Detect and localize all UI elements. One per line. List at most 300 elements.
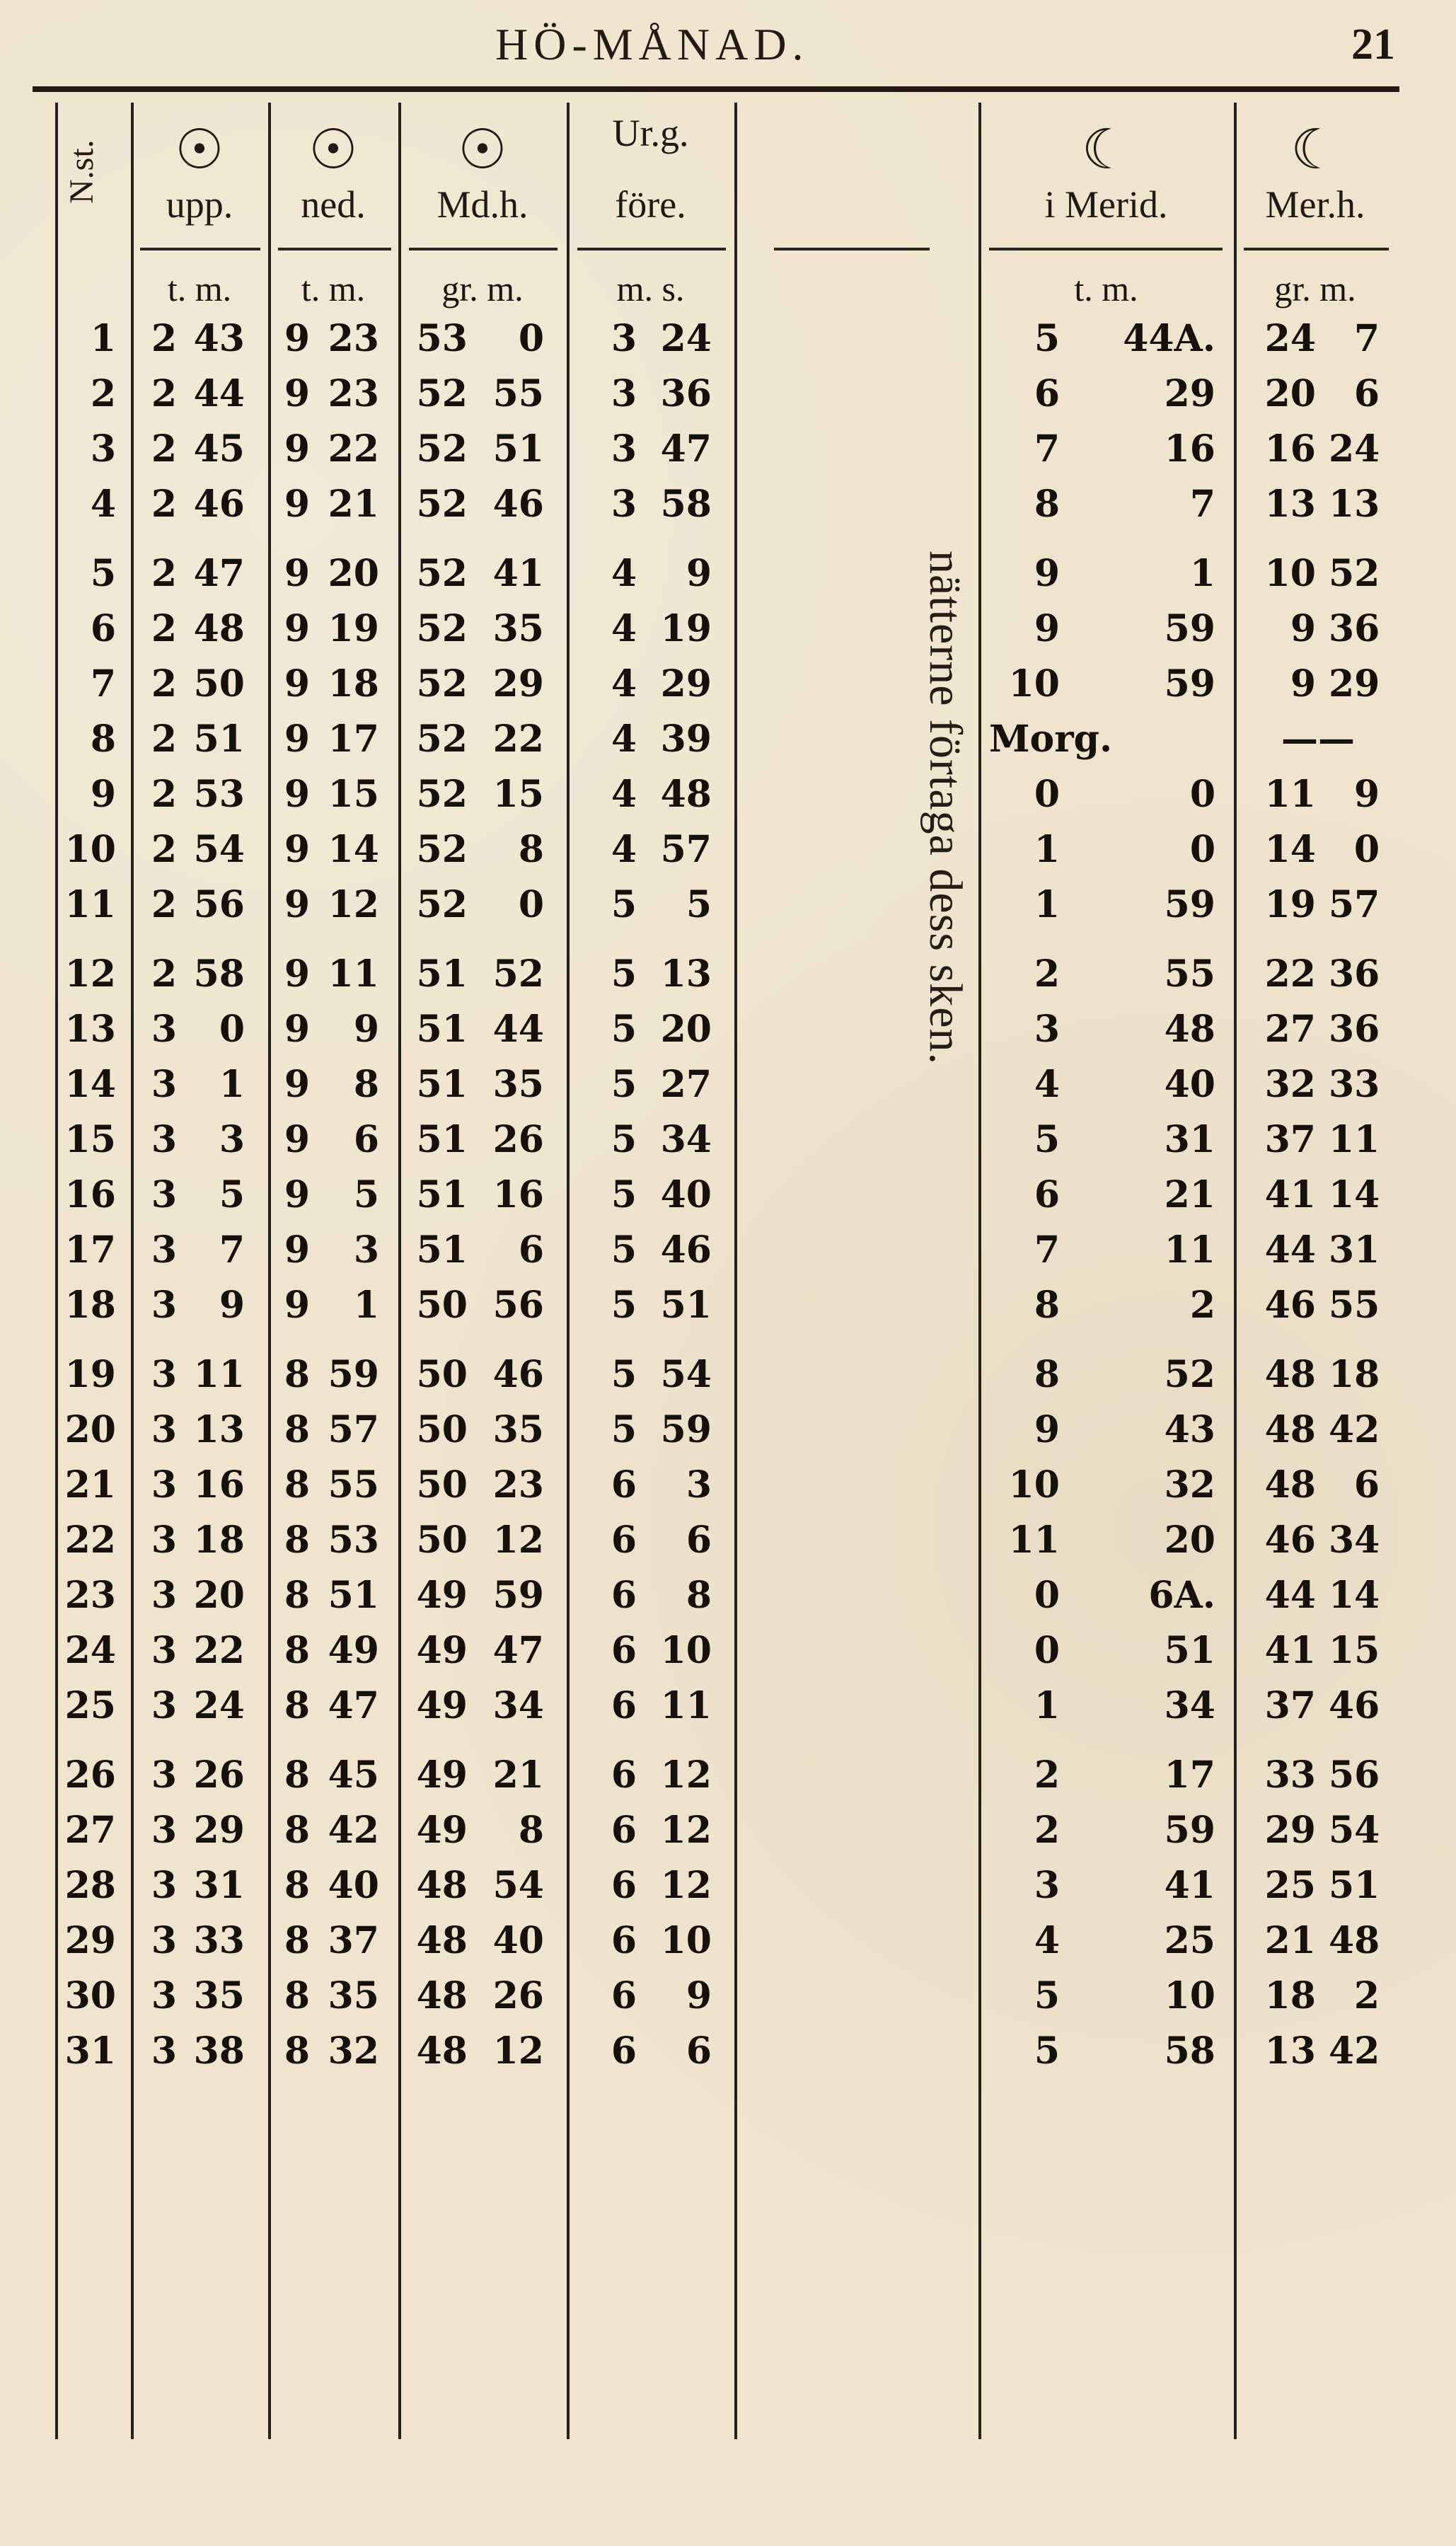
sun-set-minute-cell: 32 [328,2029,379,2073]
table-row [55,2024,1397,2078]
sun-set-minute-cell: 14 [328,828,379,871]
sun-md-minute-cell: 29 [492,662,544,705]
moon-height-minute-cell: 36 [1329,607,1380,650]
moon-merid-hour-cell: 7 [1034,1228,1060,1272]
sun-set-hour-cell: 9 [284,1063,310,1106]
sun-md-degree-cell: 52 [416,427,468,471]
sun-set-minute-cell: 59 [328,1353,379,1396]
sun-rise-minute-cell: 51 [193,718,245,761]
sun-md-minute-cell: 40 [492,1919,544,1962]
sun-rise-minute-cell: 48 [193,607,245,650]
clock-minute-cell: 6 [611,1919,637,1962]
moon-height-minute-cell: 55 [1329,1284,1380,1327]
moon-height-degree-cell: 48 [1264,1463,1316,1507]
sun-md-degree-cell: 49 [416,1753,468,1797]
sun-rise-minute-cell: 33 [193,1919,245,1962]
day-cell: 7 [90,662,116,705]
sun-rise-hour-cell: 3 [151,1408,177,1451]
sun-set-minute-cell: 8 [353,1063,379,1106]
sun-set-hour-cell: 9 [284,662,310,705]
sun-md-minute-cell: 16 [492,1173,544,1216]
sun-md-minute-cell: 23 [492,1463,544,1507]
moon-merid-unit: t. m. [1074,269,1138,309]
moon-height-degree-cell: —— [1281,718,1355,761]
clock-second-cell: 39 [660,718,712,761]
moon-height-minute-cell: 46 [1329,1684,1380,1727]
sun-set-minute-cell: 20 [328,552,379,595]
sun-md-degree-cell: 50 [416,1519,468,1562]
moon-merid-minute-cell: 41 [1164,1864,1215,1907]
moon-height-column-header [1234,103,1397,248]
clock-second-cell: 24 [660,317,712,360]
moon-merid-hour-cell: 1 [1034,883,1060,926]
sun-set-hour-cell: 9 [284,883,310,926]
moon-height-degree-cell: 11 [1264,773,1316,816]
sun-rise-minute-cell: 18 [193,1519,245,1562]
sun-md-minute-cell: 54 [492,1864,544,1907]
sun-rise-column-header [131,103,268,248]
clock-minute-cell: 3 [611,372,637,415]
clock-minute-cell: 3 [611,483,637,526]
sun-rise-hour-cell: 3 [151,1684,177,1727]
table-row [55,367,1397,421]
day-cell: 9 [90,773,116,816]
table-row [55,1168,1397,1222]
sun-md-degree-cell: 51 [416,1063,468,1106]
sun-rise-minute-cell: 56 [193,883,245,926]
sun-set-hour-cell: 9 [284,952,310,996]
day-cell: 21 [64,1463,116,1507]
moon-merid-minute-cell: 0 [1189,828,1215,871]
table-row [55,312,1397,366]
clock-minute-cell: 5 [611,1284,637,1327]
clock-second-cell: 12 [660,1809,712,1852]
moon-merid-minute-cell: 1 [1189,552,1215,595]
sun-set-hour-cell: 9 [284,483,310,526]
moon-merid-minute-cell: 55 [1164,952,1215,996]
sun-set-minute-cell: 23 [328,317,379,360]
moon-height-degree-cell: 37 [1264,1118,1316,1161]
moon-height-minute-cell: 15 [1329,1629,1380,1672]
day-cell: 15 [64,1118,116,1161]
moon-merid-label: i Merid. [1044,183,1168,226]
sun-set-minute-cell: 22 [328,427,379,471]
sun-rise-minute-cell: 22 [193,1629,245,1672]
sun-md-minute-cell: 21 [492,1753,544,1797]
moon-height-unit: gr. m. [1274,269,1356,309]
sun-md-degree-cell: 48 [416,1919,468,1962]
moon-height-degree-cell: 25 [1264,1864,1316,1907]
moon-height-minute-cell: 7 [1353,317,1380,360]
clock-second-cell: 13 [660,952,712,996]
moon-height-degree-cell: 20 [1264,372,1316,415]
day-cell: 24 [64,1629,116,1672]
sun-md-minute-cell: 35 [492,1063,544,1106]
moon-height-minute-cell: 14 [1329,1173,1380,1216]
header-rule-moon-height [1244,248,1389,250]
sun-set-hour-cell: 8 [284,1463,310,1507]
sun-set-hour-cell: 8 [284,1974,310,2017]
moon-height-minute-cell: 14 [1329,1574,1380,1617]
sun-set-minute-cell: 51 [328,1574,379,1617]
moon-merid-minute-cell: 34 [1164,1684,1215,1727]
moon-height-minute-cell: 54 [1329,1809,1380,1852]
moon-merid-minute-cell: 58 [1164,2029,1215,2073]
sun-rise-minute-cell: 58 [193,952,245,996]
sun-md-minute-cell: 15 [492,773,544,816]
sun-md-degree-cell: 51 [416,1228,468,1272]
moon-height-minute-cell: 34 [1329,1519,1380,1562]
moon-merid-hour-cell: 2 [1034,1753,1060,1797]
sun-set-minute-cell: 55 [328,1463,379,1507]
moon-height-minute-cell: 36 [1329,952,1380,996]
moon-height-degree-cell: 13 [1264,2029,1316,2073]
moon-merid-minute-cell: 16 [1164,427,1215,471]
clock-minute-cell: 5 [611,1408,637,1451]
day-cell: 22 [64,1519,116,1562]
moon-height-degree-cell: 27 [1264,1008,1316,1051]
page-number: 21 [1351,21,1395,69]
sun-rise-hour-cell: 3 [151,1629,177,1672]
clock-second-cell: 20 [660,1008,712,1051]
sun-rise-minute-cell: 20 [193,1574,245,1617]
moon-height-minute-cell: 13 [1329,483,1380,526]
moon-height-degree-cell: 29 [1264,1809,1316,1852]
sun-set-hour-cell: 8 [284,1684,310,1727]
moon-height-degree-cell: 33 [1264,1753,1316,1797]
clock-top-label: Ur.g. [612,112,689,154]
sun-md-minute-cell: 8 [518,828,544,871]
sun-md-degree-cell: 52 [416,773,468,816]
sun-md-degree-cell: 49 [416,1809,468,1852]
sun-md-minute-cell: 56 [492,1284,544,1327]
sun-md-degree-cell: 52 [416,483,468,526]
moon-merid-minute-cell: 59 [1164,607,1215,650]
sun-set-hour-cell: 9 [284,607,310,650]
day-cell: 1 [90,317,116,360]
moon-height-minute-cell: 6 [1353,372,1380,415]
sun-set-hour-cell: 9 [284,1284,310,1327]
sun-set-hour-cell: 8 [284,1574,310,1617]
table-row [55,878,1397,932]
moon-height-label: Mer.h. [1265,183,1365,226]
table-row [55,1679,1397,1733]
table-row [55,478,1397,531]
sun-rise-minute-cell: 7 [219,1228,245,1272]
clock-minute-cell: 5 [611,1008,637,1051]
sun-set-minute-cell: 35 [328,1974,379,2017]
moon-height-minute-cell: 2 [1353,1974,1380,2017]
sun-md-degree-cell: 51 [416,1008,468,1051]
sun-set-minute-cell: 9 [353,1008,379,1051]
clock-minute-cell: 3 [611,317,637,360]
moon-height-degree-cell: 48 [1264,1408,1316,1451]
clock-minute-cell: 6 [611,1753,637,1797]
sun-rise-minute-cell: 50 [193,662,245,705]
sun-set-hour-cell: 9 [284,372,310,415]
sun-md-minute-cell: 46 [492,483,544,526]
sun-set-hour-cell: 9 [284,1173,310,1216]
sun-set-minute-cell: 6 [353,1118,379,1161]
table-row [55,1624,1397,1678]
moon-height-minute-cell: 18 [1329,1353,1380,1396]
moon-merid-hour-cell: 6 [1034,1173,1060,1216]
sun-rise-minute-cell: 38 [193,2029,245,2073]
moon-merid-hour-cell: 7 [1034,427,1060,471]
moon-merid-minute-cell: 11 [1164,1228,1215,1272]
clock-second-cell: 19 [660,607,712,650]
day-cell: 30 [64,1974,116,2017]
moon-merid-minute-cell: 48 [1164,1008,1215,1051]
moon-height-degree-cell: 41 [1264,1173,1316,1216]
sun-md-minute-cell: 0 [518,883,544,926]
moon-height-minute-cell: 36 [1329,1008,1380,1051]
clock-minute-cell: 5 [611,1118,637,1161]
clock-minute-cell: 6 [611,2029,637,2073]
sun-set-hour-cell: 9 [284,317,310,360]
sun-rise-minute-cell: 11 [193,1353,245,1396]
sun-rise-minute-cell: 16 [193,1463,245,1507]
moon-height-symbol: ☾ [1290,118,1340,182]
clock-second-cell: 36 [660,372,712,415]
sun-set-label: ned. [301,183,366,226]
moon-height-minute-cell: 51 [1329,1864,1380,1907]
sun-rise-minute-cell: 54 [193,828,245,871]
sun-md-degree-cell: 48 [416,1974,468,2017]
sun-set-minute-cell: 49 [328,1629,379,1672]
sun-rise-hour-cell: 3 [151,1753,177,1797]
top-rule [33,86,1399,92]
table-row [55,657,1397,711]
sun-md-degree-cell: 48 [416,2029,468,2073]
clock-minute-cell: 3 [611,427,637,471]
moon-height-minute-cell: 33 [1329,1063,1380,1106]
moon-merid-hour-cell: 4 [1034,1063,1060,1106]
moon-merid-hour-cell: 5 [1034,2029,1060,2073]
moon-height-minute-cell: 31 [1329,1228,1380,1272]
sun-rise-hour-cell: 3 [151,1919,177,1962]
sun-rise-minute-cell: 26 [193,1753,245,1797]
moon-height-minute-cell: 29 [1329,662,1380,705]
moon-height-degree-cell: 9 [1290,607,1316,650]
sun-rise-hour-cell: 2 [151,883,177,926]
sun-md-minute-cell: 8 [518,1809,544,1852]
sun-set-hour-cell: 8 [284,1753,310,1797]
sun-set-minute-cell: 1 [353,1284,379,1327]
sun-md-minute-cell: 34 [492,1684,544,1727]
day-cell: 13 [64,1008,116,1051]
sun-set-hour-cell: 8 [284,2029,310,2073]
moon-height-degree-cell: 46 [1264,1284,1316,1327]
moon-merid-minute-cell: 32 [1164,1463,1215,1507]
sun-rise-hour-cell: 2 [151,607,177,650]
sun-rise-minute-cell: 53 [193,773,245,816]
sun-rise-symbol: ☉ [175,118,224,182]
sun-rise-hour-cell: 3 [151,2029,177,2073]
sun-set-hour-cell: 8 [284,1919,310,1962]
clock-second-cell: 3 [686,1463,712,1507]
table-row [55,1058,1397,1112]
day-cell: 29 [64,1919,116,1962]
moon-merid-hour-cell: 2 [1034,1809,1060,1852]
moon-merid-hour-cell: 9 [1034,1408,1060,1451]
sun-set-minute-cell: 3 [353,1228,379,1272]
sun-rise-minute-cell: 1 [219,1063,245,1106]
clock-minute-cell: 6 [611,1629,637,1672]
moon-height-minute-cell [1329,713,1380,766]
moon-height-minute-cell: 6 [1353,1463,1380,1507]
sun-rise-minute-cell: 47 [193,552,245,595]
sun-set-minute-cell: 23 [328,372,379,415]
clock-second-cell: 34 [660,1118,712,1161]
day-cell: 19 [64,1353,116,1396]
sun-md-column-header [398,103,567,248]
clock-second-cell: 9 [686,1974,712,2017]
moon-merid-hour-cell: 8 [1034,483,1060,526]
moon-height-degree-cell: 16 [1264,427,1316,471]
sun-rise-minute-cell: 43 [193,317,245,360]
sun-set-unit: t. m. [301,269,366,309]
sun-set-hour-cell: 9 [284,427,310,471]
clock-second-cell: 6 [686,2029,712,2073]
clock-second-cell: 54 [660,1353,712,1396]
moon-merid-hour-cell: 8 [1034,1284,1060,1327]
sun-md-minute-cell: 26 [492,1118,544,1161]
moon-height-degree-cell: 22 [1264,952,1316,996]
moon-merid-minute-cell: 52 [1164,1353,1215,1396]
clock-minute-cell: 4 [611,828,637,871]
table-row [55,1914,1397,1968]
moon-merid-minute-cell: 43 [1164,1408,1215,1451]
table-row [55,1859,1397,1913]
moon-height-minute-cell: 52 [1329,552,1380,595]
moon-merid-column-header [978,103,1234,248]
moon-height-minute-cell: 0 [1353,828,1380,871]
clock-column-header [567,103,734,248]
clock-second-cell: 10 [660,1629,712,1672]
sun-rise-hour-cell: 2 [151,773,177,816]
clock-minute-cell: 6 [611,1574,637,1617]
moon-merid-minute-cell: 6A. [1148,1574,1215,1617]
sun-md-minute-cell: 52 [492,952,544,996]
moon-height-minute-cell: 48 [1329,1919,1380,1962]
day-cell: 26 [64,1753,116,1797]
sun-rise-unit: t. m. [167,269,232,309]
sun-md-minute-cell: 46 [492,1353,544,1396]
sun-md-minute-cell: 26 [492,1974,544,2017]
table-row [55,768,1397,822]
header-rule-rise [140,248,260,250]
sun-md-minute-cell: 35 [492,607,544,650]
clock-minute-cell: 4 [611,718,637,761]
table-row [55,1113,1397,1167]
clock-second-cell: 51 [660,1284,712,1327]
moon-merid-hour-cell: 0 [1034,1629,1060,1672]
page-title: HÖ-MÅNAD. [495,19,809,69]
moon-merid-minute-cell: 7 [1189,483,1215,526]
sun-md-degree-cell: 49 [416,1629,468,1672]
clock-second-cell: 10 [660,1919,712,1962]
sun-md-degree-cell: 52 [416,552,468,595]
moon-merid-hour-cell: 1 [1034,828,1060,871]
table-row [55,422,1397,476]
moon-merid-minute-cell: 59 [1164,662,1215,705]
moon-height-degree-cell: 48 [1264,1353,1316,1396]
moon-merid-hour-cell: 5 [1034,1974,1060,2017]
sun-md-degree-cell: 50 [416,1408,468,1451]
header-rule-clock [577,248,726,250]
moon-merid-minute-cell [1081,713,1215,766]
sun-md-degree-cell: 51 [416,1173,468,1216]
sun-md-degree-cell: 52 [416,883,468,926]
sun-rise-minute-cell: 29 [193,1809,245,1852]
moon-merid-hour-cell: 1 [1034,1684,1060,1727]
moon-merid-minute-cell: 44A. [1123,317,1215,360]
moon-merid-hour-cell: 10 [1008,662,1060,705]
sun-set-minute-cell: 17 [328,718,379,761]
moon-merid-hour-cell: 0 [1034,773,1060,816]
day-cell: 11 [64,883,116,926]
sun-set-hour-cell: 8 [284,1408,310,1451]
sun-md-degree-cell: 49 [416,1574,468,1617]
sun-rise-minute-cell: 31 [193,1864,245,1907]
sun-md-degree-cell: 51 [416,952,468,996]
sun-rise-hour-cell: 2 [151,552,177,595]
sun-set-hour-cell: 9 [284,552,310,595]
sun-set-minute-cell: 11 [328,952,379,996]
sun-rise-hour-cell: 3 [151,1809,177,1852]
sun-md-degree-cell: 48 [416,1864,468,1907]
sun-rise-hour-cell: 2 [151,828,177,871]
sun-rise-hour-cell: 2 [151,662,177,705]
moon-merid-minute-cell: 10 [1164,1974,1215,2017]
day-cell: 2 [90,372,116,415]
moon-height-degree-cell: 19 [1264,883,1316,926]
sun-set-hour-cell: 8 [284,1353,310,1396]
moon-merid-minute-cell: 40 [1164,1063,1215,1106]
moon-height-degree-cell: 9 [1290,662,1316,705]
sun-rise-hour-cell: 3 [151,1118,177,1161]
moon-merid-hour-cell: 11 [1008,1519,1060,1562]
moon-merid-hour-cell: 9 [1034,552,1060,595]
table-row [55,602,1397,656]
day-cell: 27 [64,1809,116,1852]
sun-md-minute-cell: 51 [492,427,544,471]
table-row [55,1569,1397,1623]
sun-md-minute-cell: 55 [492,372,544,415]
sun-rise-hour-cell: 3 [151,1228,177,1272]
sun-rise-hour-cell: 3 [151,1063,177,1106]
sun-set-column-header [268,103,398,248]
sun-rise-minute-cell: 24 [193,1684,245,1727]
table-row [55,1403,1397,1457]
sun-md-minute-cell: 59 [492,1574,544,1617]
table-row [55,1223,1397,1277]
sun-set-symbol: ☉ [308,118,358,182]
moon-height-degree-cell: 10 [1264,552,1316,595]
sun-md-symbol: ☉ [458,118,507,182]
clock-minute-cell: 5 [611,1228,637,1272]
sun-rise-hour-cell: 3 [151,1353,177,1396]
clock-minute-cell: 5 [611,1353,637,1396]
sun-rise-minute-cell: 13 [193,1408,245,1451]
sun-rise-hour-cell: 2 [151,427,177,471]
day-cell: 6 [90,607,116,650]
sun-set-hour-cell: 9 [284,718,310,761]
moon-height-degree-cell: 24 [1264,317,1316,360]
moon-merid-minute-cell: 31 [1164,1118,1215,1161]
sun-rise-hour-cell: 3 [151,1008,177,1051]
